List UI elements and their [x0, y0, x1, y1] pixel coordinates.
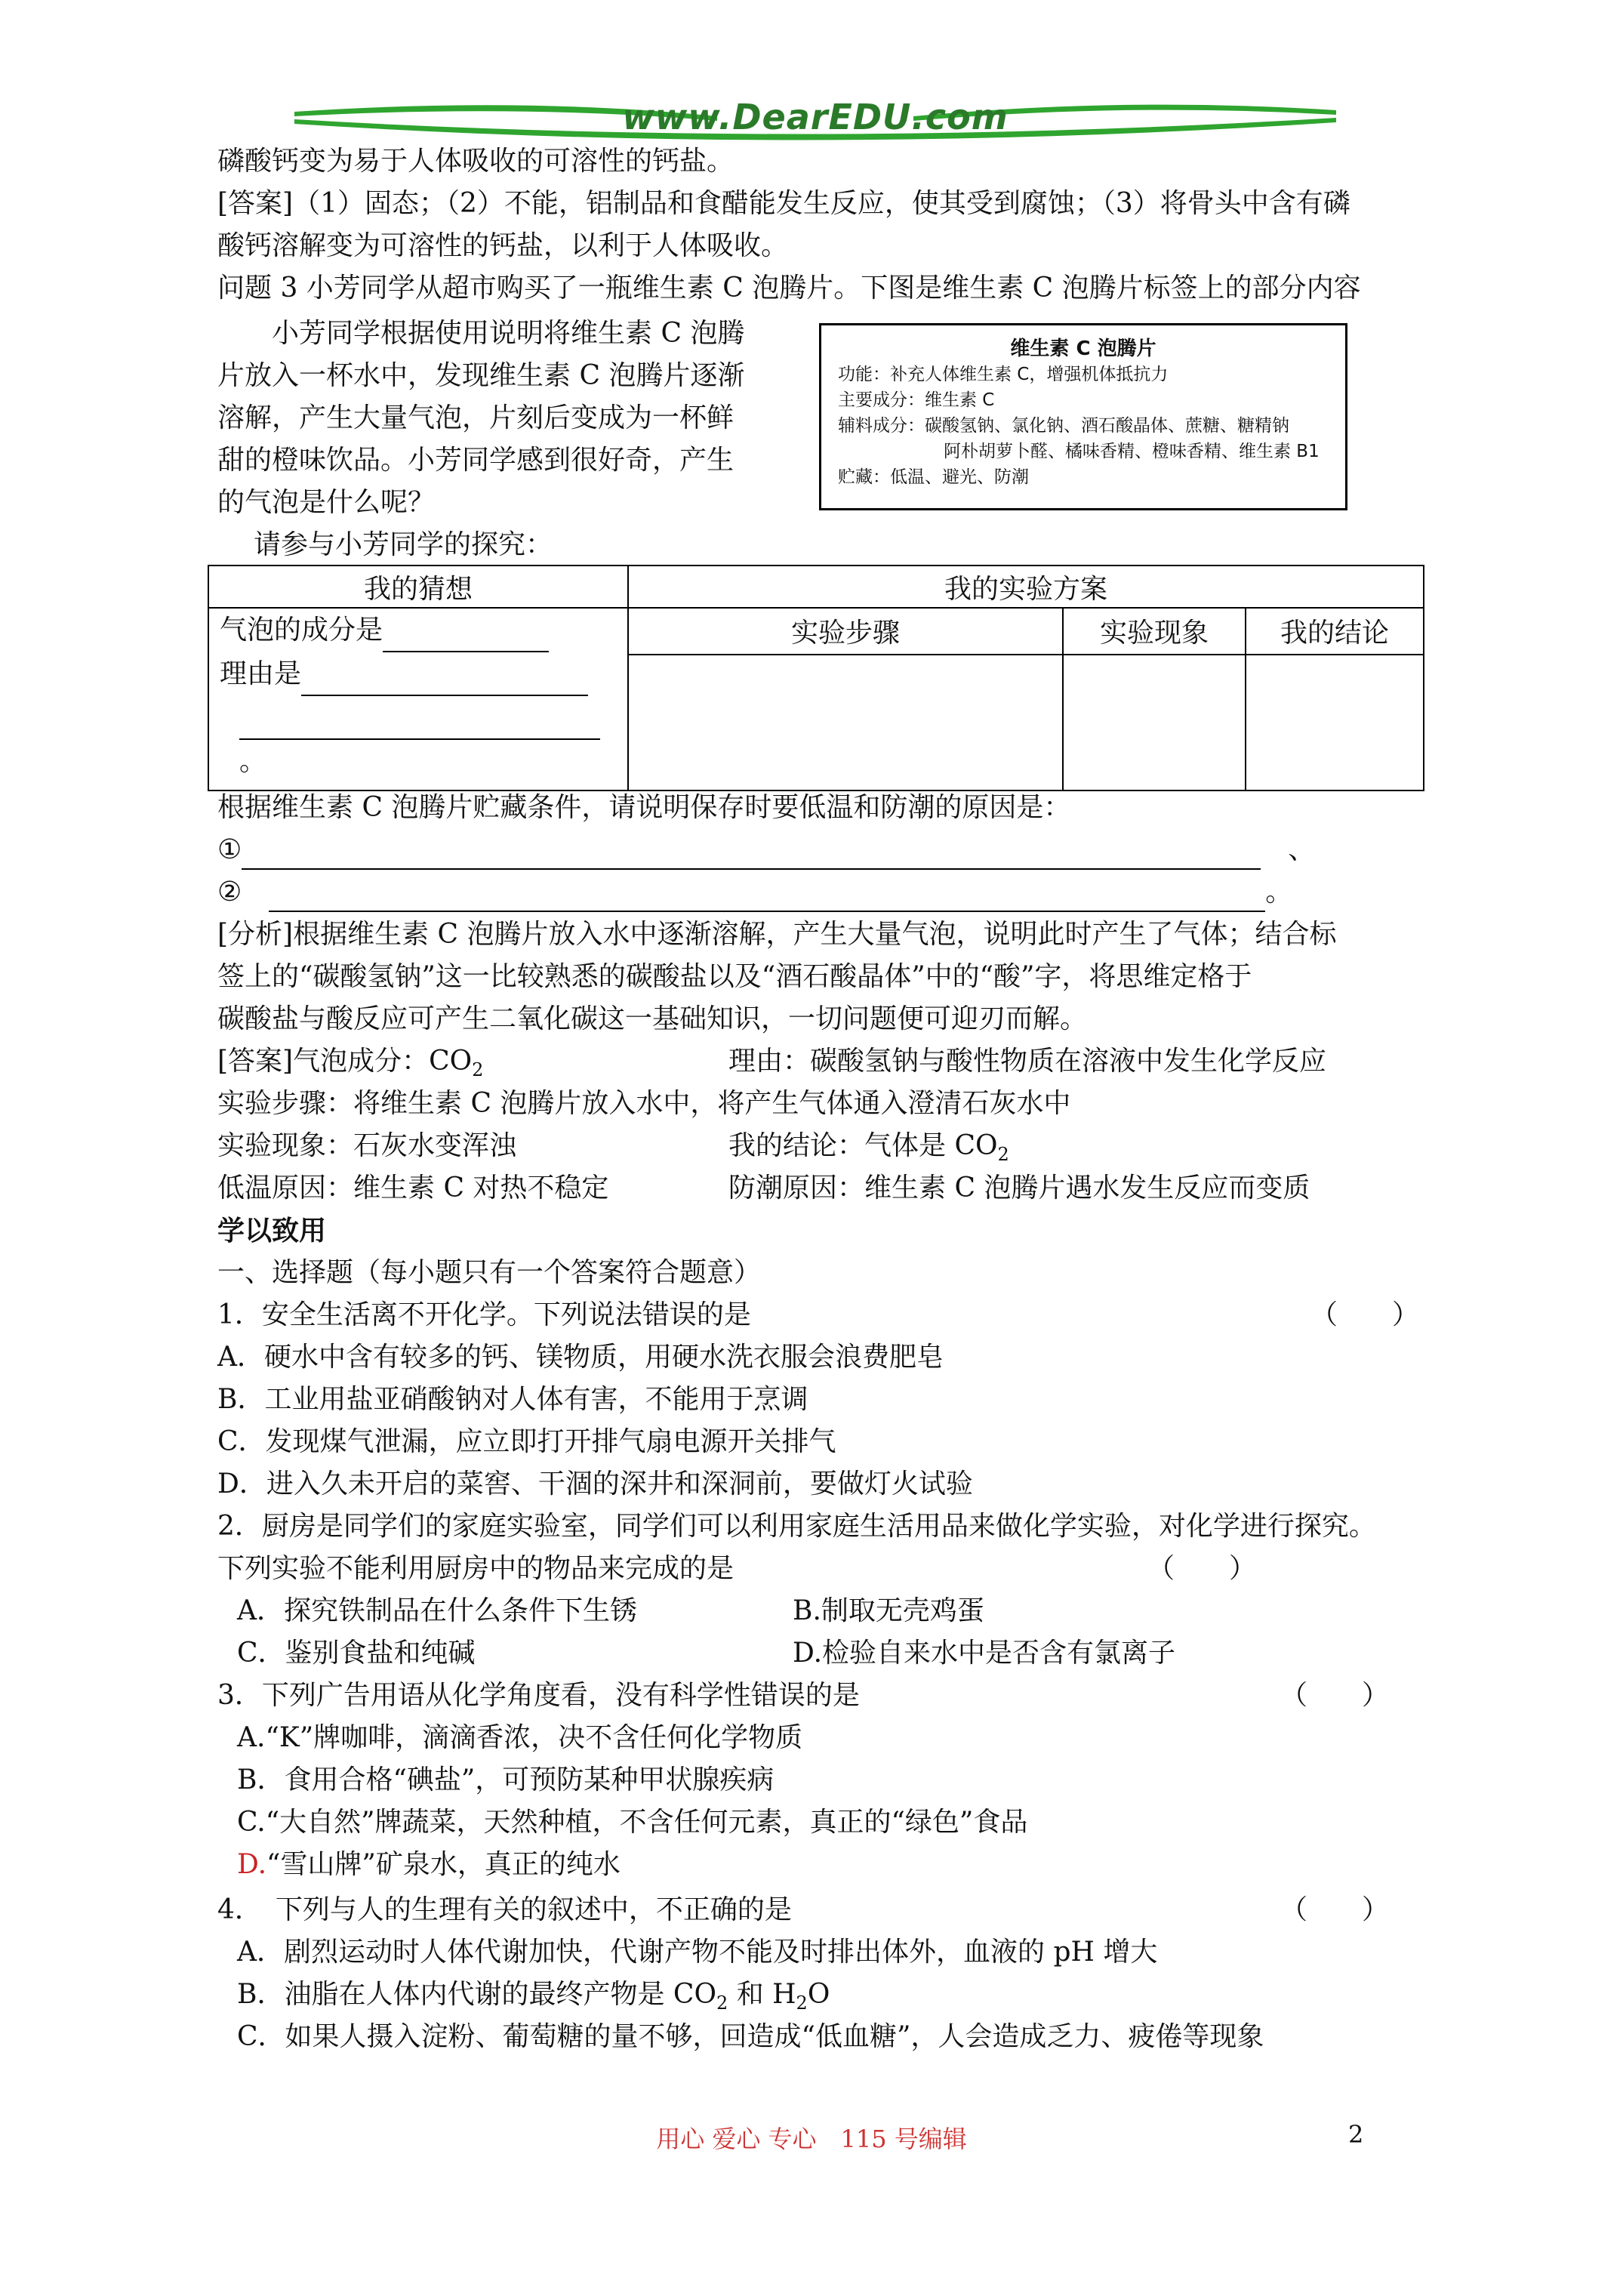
question-3: 3．下列广告用语从化学角度看，没有科学性错误的是: [217, 1680, 860, 1711]
option: C．发现煤气泄漏，应立即打开排气扇电源开关排气: [217, 1426, 836, 1457]
table-header-conclusion: 我的结论: [1246, 608, 1424, 655]
section-heading: 一、选择题（每小题只有一个答案符合题意）: [217, 1257, 762, 1288]
experiment-table: [208, 565, 1424, 791]
label-line: 主要成分：维生素 C: [838, 390, 995, 410]
answer-line: 实验现象：石灰水变浑浊: [217, 1130, 517, 1161]
label-line: 贮藏：低温、避光、防潮: [838, 467, 1029, 487]
label-line: 辅料成分：碳酸氢钠、氯化钠、酒石酸晶体、蔗糖、糖精钠: [838, 416, 1289, 436]
text-line: 碳酸盐与酸反应可产生二氧化碳这一基础知识，一切问题便可迎刃而解。: [217, 1003, 1088, 1034]
option: D．进入久未开启的菜窖、干涸的深井和深洞前，要做灯火试验: [217, 1469, 973, 1499]
site-url: www.DearEDU.com: [622, 97, 1009, 137]
text-line: [答案]（1）固态；（2）不能，铝制品和食醋能发生反应，使其受到腐蚀；（3）将骨头中含有磷: [217, 188, 1350, 219]
option: A．剧烈运动时人体代谢加快，代谢产物不能及时排出体外，血液的 pH 增大: [237, 1937, 1158, 1968]
blank-line-2[interactable]: [269, 911, 1265, 912]
option: C.“大自然”牌蔬菜，天然种植，不含任何元素，真正的“绿色”食品: [237, 1807, 1028, 1838]
answer-line: 实验步骤：将维生素 C 泡腾片放入水中，将产生气体通入澄清石灰水中: [217, 1088, 1071, 1119]
answer-paren[interactable]: （ ）: [1280, 1894, 1390, 1925]
phenomenon-cell[interactable]: [1063, 655, 1246, 791]
option: A．硬水中含有较多的钙、镁物质，用硬水洗衣服会浪费肥皂: [217, 1342, 944, 1373]
text-line: 溶解，产生大量气泡，片刻后变成为一杯鲜: [217, 402, 735, 433]
guess-blank-3[interactable]: [239, 738, 600, 740]
page-number: 2: [1348, 2120, 1364, 2149]
question-2-cont: 下列实验不能利用厨房中的物品来完成的是: [217, 1553, 735, 1584]
option-letter-highlight: D.: [237, 1849, 267, 1880]
section-title: 学以致用: [217, 1215, 327, 1247]
circle-2: ②: [217, 877, 242, 908]
text-line: [分析]根据维生素 C 泡腾片放入水中逐渐溶解，产生大量气泡，说明此时产生了气体；结合标: [217, 919, 1337, 950]
text-line: 酸钙溶解变为可溶性的钙盐，以利于人体吸收。: [217, 230, 789, 261]
option: B．油脂在人体内代谢的最终产物是 $CO_2$ 和 $H_2O$: [237, 1979, 830, 2014]
question-2: 2．厨房是同学们的家庭实验室，同学们可以利用家庭生活用品来做化学实验，对化学进行探究。: [217, 1511, 1376, 1542]
option: D.“雪山牌”矿泉水，真正的纯水: [237, 1849, 621, 1880]
text-line: 片放入一杯水中，发现维生素 C 泡腾片逐渐: [217, 360, 745, 391]
table-header-plan: 我的实验方案: [628, 566, 1424, 608]
option: B．食用合格“碘盐”，可预防某种甲状腺疾病: [237, 1764, 775, 1795]
answer-paren[interactable]: （ ）: [1280, 1680, 1390, 1711]
guess-end: 。: [239, 746, 267, 777]
answer-blank-2: [217, 873, 1292, 912]
label-line: 阿朴胡萝卜醛、橘味香精、橙味香精、维生素 B1: [944, 442, 1320, 461]
answer-paren[interactable]: （ ）: [1310, 1299, 1420, 1330]
table-header-phenomenon: 实验现象: [1063, 608, 1246, 655]
label-line: 功能：补充人体维生素 C，增强机体抵抗力: [838, 365, 1169, 384]
answer-line: 防潮原因：维生素 C 泡腾片遇水发生反应而变质: [728, 1173, 1310, 1203]
text-line: 问题 3 小芳同学从超市购买了一瓶维生素 C 泡腾片。下图是维生素 C 泡腾片标签上的部分内容: [217, 273, 1361, 304]
product-label: [819, 323, 1347, 510]
blank-line-1[interactable]: [242, 868, 1261, 870]
option: C．鉴别食盐和纯碱: [237, 1638, 476, 1669]
text-line: 签上的“碳酸氢钠”这一比较熟悉的碳酸盐以及“酒石酸晶体”中的“酸”字，将思维定格于: [217, 961, 1252, 992]
option: C．如果人摄入淀粉、葡萄糖的量不够，回造成“低血糖”，人会造成乏力、疲倦等现象: [237, 2021, 1264, 2052]
answer-paren[interactable]: （ ）: [1147, 1553, 1257, 1584]
option: D.检验自来水中是否含有氯离子: [793, 1638, 1176, 1669]
text-line: 请参与小芳同学的探究：: [254, 529, 553, 560]
blank-suffix: 、: [1288, 834, 1316, 865]
question-1: 1．安全生活离不开化学。下列说法错误的是: [217, 1299, 751, 1330]
guess-label-2: 理由是: [220, 658, 302, 689]
table-header-guess: 我的猜想: [208, 566, 628, 608]
table-header-steps: 实验步骤: [628, 608, 1063, 655]
answer-line: 理由：碳酸氢钠与酸性物质在溶液中发生化学反应: [728, 1046, 1327, 1077]
answer-line: 低温原因：维生素 C 对热不稳定: [217, 1173, 609, 1203]
label-title: 维生素 C 泡腾片: [1010, 337, 1156, 360]
text-line: 磷酸钙变为易于人体吸收的可溶性的钙盐。: [217, 146, 735, 177]
answer-line: [答案]气泡成分：$CO_2$: [217, 1046, 484, 1081]
answer-blank-1: [217, 831, 1315, 870]
question-4: 4． 下列与人的生理有关的叙述中，不正确的是: [217, 1894, 792, 1925]
guess-label-1: 气泡的成分是: [220, 615, 383, 646]
text-line: 小芳同学根据使用说明将维生素 C 泡腾: [272, 318, 745, 349]
steps-cell[interactable]: [628, 655, 1063, 791]
answer-line: 我的结论：气体是 $CO_2$: [728, 1130, 1009, 1166]
text-line: 甜的橙味饮品。小芳同学感到很好奇，产生: [217, 445, 735, 476]
option: B.制取无壳鸡蛋: [793, 1595, 984, 1626]
conclusion-cell[interactable]: [1246, 655, 1424, 791]
text-line: 的气泡是什么呢？: [217, 487, 436, 518]
circle-1: ①: [217, 834, 242, 865]
guess-cell: [208, 608, 628, 791]
option: A．探究铁制品在什么条件下生锈: [237, 1595, 637, 1626]
option: B．工业用盐亚硝酸钠对人体有害，不能用于烹调: [217, 1384, 808, 1415]
option: A.“K”牌咖啡，滴滴香浓，决不含任何化学物质: [237, 1722, 803, 1753]
footer-text: 用心 爱心 专心 115 号编辑: [656, 2125, 967, 2153]
blank-suffix: 。: [1265, 877, 1293, 908]
text-line: 根据维生素 C 泡腾片贮藏条件，请说明保存时要低温和防潮的原因是：: [217, 792, 1071, 823]
